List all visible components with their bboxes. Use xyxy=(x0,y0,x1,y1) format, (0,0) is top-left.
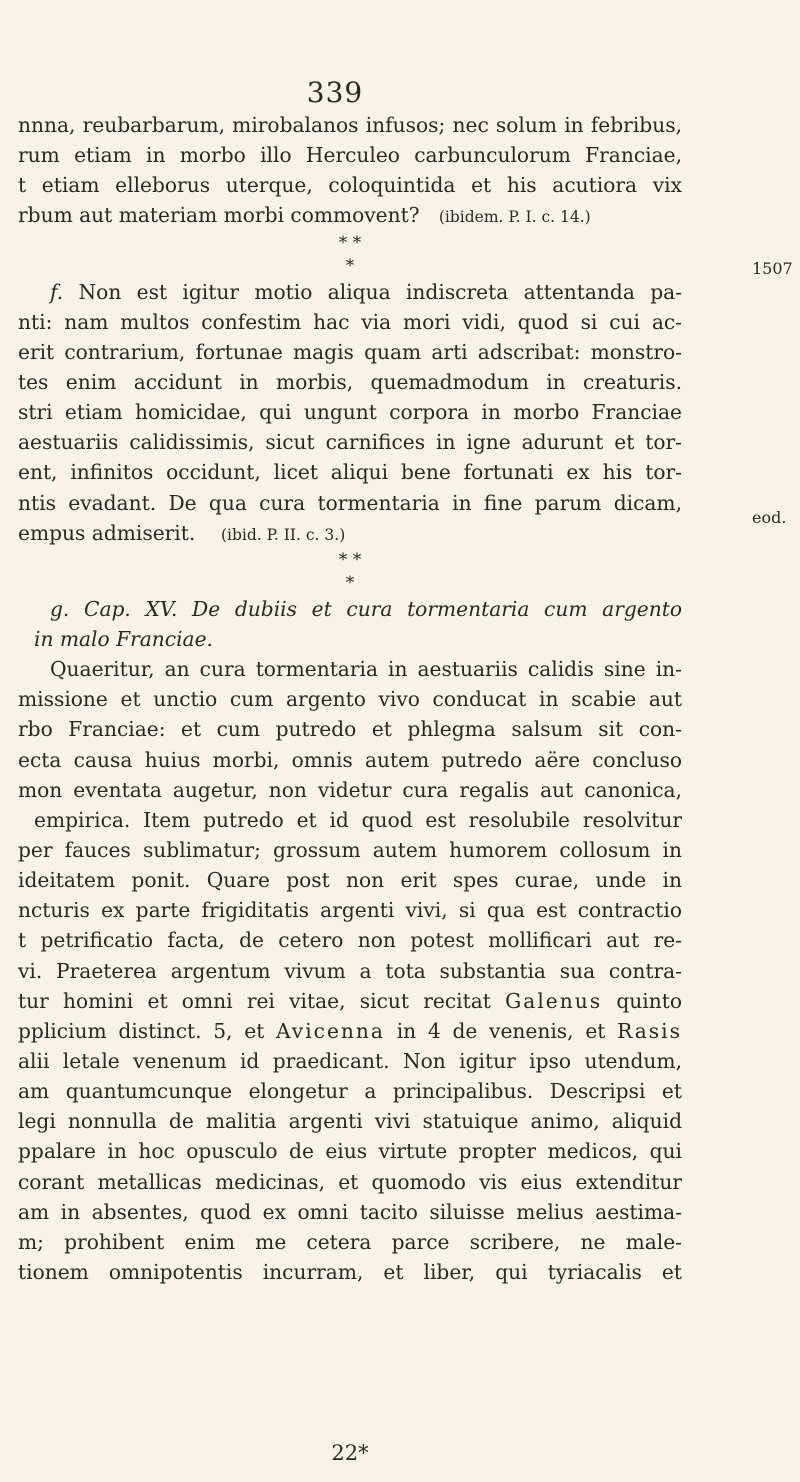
text-line: rum etiam in morbo illo Herculeo carbunculorum Franciae, xyxy=(18,143,682,168)
text-line xyxy=(18,1016,682,1046)
text-line: t etiam elleborus uterque, coloquintida et his acutiora vix xyxy=(18,173,682,198)
chapter-heading-line2: in malo Franciae. xyxy=(34,626,213,651)
section-label: g. xyxy=(50,596,70,621)
text-fragment: rbum aut materiam morbi commovent? xyxy=(18,203,420,228)
chapter-heading xyxy=(18,594,682,624)
author-name: Avicenna xyxy=(276,1018,385,1043)
text-line: ppalare in hoc opusculo de eius virtute propter medicos, qui xyxy=(18,1139,682,1164)
page-number: 339 xyxy=(306,76,364,109)
section-separator: * xyxy=(345,572,355,593)
text-line: erit contrarium, fortunae magis quam arti adscribat: monstro- xyxy=(18,339,682,364)
text-fragment: quinto xyxy=(616,988,683,1013)
text-line xyxy=(18,986,682,1016)
text-line: legi nonnulla de malitia argenti vivi statuique animo, aliquid xyxy=(18,1109,682,1134)
text-line: nnna, reubarbarum, mirobalanos infusos; nec solum in febribus, xyxy=(18,113,682,137)
author-name: Rasis xyxy=(617,1018,682,1043)
signature-mark: 22* xyxy=(331,1441,369,1465)
text-line: rbo Franciae: et cum putredo et phlegma salsum sit con- xyxy=(18,717,682,742)
text-line: aestuariis calidissimis, sicut carnifices in igne adurunt et tor- xyxy=(18,430,682,455)
text-line: am quantumcunque elongetur a principalibus. Descripsi et xyxy=(18,1079,682,1104)
text-line: ecta causa huius morbi, omnis autem putredo aëre concluso xyxy=(18,747,682,772)
page-text xyxy=(18,110,682,1287)
text-fragment: tur homini et omni rei vitae, sicut recitat xyxy=(18,988,491,1013)
text-line: ntis evadant. De qua cura tormentaria in fine parum dicam, xyxy=(18,490,682,515)
text-line: am in absentes, quod ex omni tacito siluisse melius aestima- xyxy=(18,1199,682,1224)
text-line: ncturis ex parte frigiditatis argenti vivi, si qua est contractio xyxy=(18,898,682,923)
text-line: ent, infinitos occidunt, licet aliqui bene fortunati ex his tor- xyxy=(18,460,682,485)
section-label: f. xyxy=(50,279,64,304)
text-line: tes enim accidunt in morbis, quemadmodum in creaturis. xyxy=(18,369,682,394)
citation: (ibidem. P. I. c. 14.) xyxy=(438,208,591,227)
text-line xyxy=(18,277,682,307)
text-line: tionem omnipotentis incurram, et liber, qui tyriacalis et xyxy=(18,1259,682,1284)
margin-note-year: 1507 xyxy=(752,259,793,278)
text-line: Quaeritur, an cura tormentaria in aestuariis calidis sine in- xyxy=(50,657,682,682)
text-line: empirica. Item putredo et id quod est resolubile resolvitur xyxy=(34,807,682,832)
section-separator: * xyxy=(345,255,355,276)
text-fragment: in 4 de venenis, et xyxy=(396,1018,606,1043)
text-line: missione et unctio cum argento vivo conducat in scabie aut xyxy=(18,687,682,712)
text-line: alii letale venenum id praedicant. Non igitur ipso utendum, xyxy=(18,1048,682,1073)
margin-note-eod: eod. xyxy=(752,508,787,527)
text-line xyxy=(18,200,682,230)
author-name: Galenus xyxy=(505,988,603,1013)
text-line: per fauces sublimatur; grossum autem humorem collosum in xyxy=(18,837,682,862)
text-line: t petrificatio facta, de cetero non potest mollificari aut re- xyxy=(18,928,682,953)
citation: (ibid. P. II. c. 3.) xyxy=(220,525,346,544)
text-fragment: Non est igitur motio aliqua indiscreta attentanda pa- xyxy=(78,279,682,304)
section-separator: * * xyxy=(338,549,362,570)
text-line xyxy=(18,518,682,548)
text-line: stri etiam homicidae, qui ungunt corpora in morbo Franciae xyxy=(18,400,682,425)
text-fragment: Cap. XV. De dubiis et cura tormentaria cum argento xyxy=(84,596,682,621)
text-line: vi. Praeterea argentum vivum a tota substantia sua contra- xyxy=(18,958,682,983)
text-line: mon eventata augetur, non videtur cura regalis aut canonica, xyxy=(18,777,682,802)
section-separator: * * xyxy=(338,232,362,253)
text-line: m; prohibent enim me cetera parce scribere, ne male- xyxy=(18,1229,682,1254)
text-fragment: empus admiserit. xyxy=(18,520,196,545)
text-line: nti: nam multos confestim hac via mori vidi, quod si cui ac- xyxy=(18,309,682,334)
text-line: ideitatem ponit. Quare post non erit spes curae, unde in xyxy=(18,868,682,893)
text-line: corant metallicas medicinas, et quomodo vis eius extenditur xyxy=(18,1169,682,1194)
text-fragment: pplicium distinct. 5, et xyxy=(18,1018,265,1043)
